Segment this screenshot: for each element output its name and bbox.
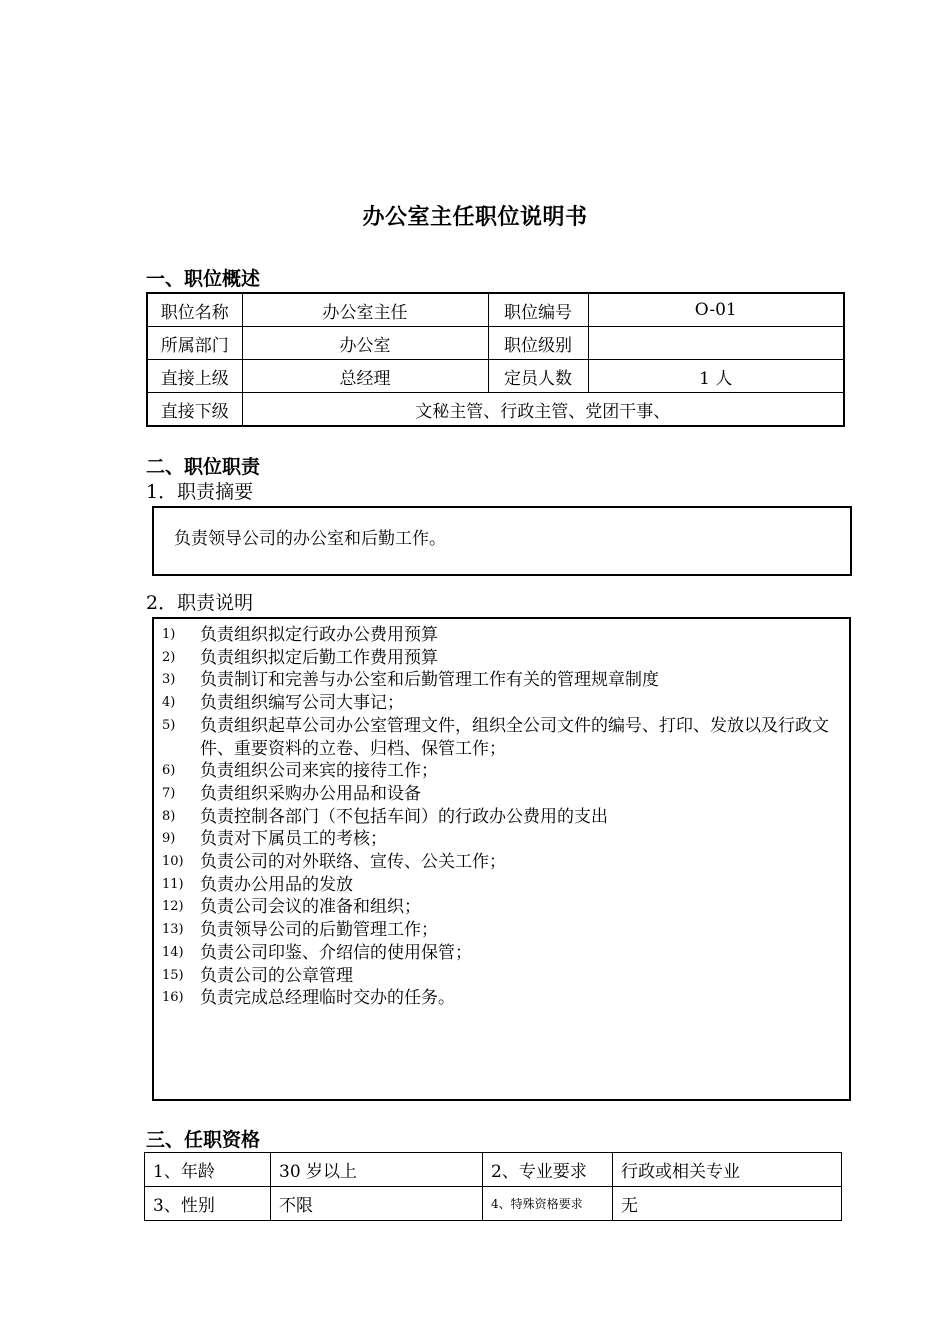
item-number: 16) <box>162 990 184 1006</box>
item-text: 负责办公用品的发放 <box>200 874 353 895</box>
list-item <box>162 760 841 783</box>
duties-list <box>162 624 841 1010</box>
label-cell: 职位级别 <box>488 327 588 360</box>
label-cell: 直接上级 <box>147 360 242 393</box>
qualifications-table <box>144 1152 842 1221</box>
list-item <box>162 851 841 874</box>
label-cell: 2、专业要求 <box>483 1153 613 1187</box>
item-text: 负责组织公司来宾的接待工作； <box>200 761 438 782</box>
item-number: 4) <box>162 695 176 711</box>
item-number: 2) <box>162 649 176 665</box>
list-item <box>162 987 841 1010</box>
item-text: 负责组织拟定行政办公费用预算 <box>200 625 438 645</box>
label-cell: 所属部门 <box>147 327 242 360</box>
value-cell: 无 <box>613 1187 842 1221</box>
item-number: 13) <box>162 922 184 938</box>
list-item <box>162 647 841 670</box>
list-item <box>162 806 841 829</box>
value-cell: 文秘主管、行政主管、党团干事、 <box>242 393 844 427</box>
item-text: 负责公司的公章管理 <box>200 965 353 986</box>
item-text: 负责组织编写公司大事记； <box>200 693 404 714</box>
item-number: 14) <box>162 944 184 960</box>
item-text: 负责公司会议的准备和组织； <box>200 897 421 918</box>
label-cell: 直接下级 <box>147 393 242 427</box>
item-number: 15) <box>162 967 184 983</box>
item-text: 负责组织采购办公用品和设备 <box>200 783 421 804</box>
value-cell: O-01 <box>588 293 844 327</box>
item-number: 8) <box>162 808 176 824</box>
item-text: 负责公司印鉴、介绍信的使用保管； <box>200 942 472 963</box>
item-text: 负责组织拟定后勤工作费用预算 <box>200 647 438 668</box>
item-number: 9) <box>162 831 176 847</box>
value-cell: 行政或相关专业 <box>613 1153 842 1187</box>
value-cell: 30 岁以上 <box>271 1153 483 1187</box>
summary-text: 负责领导公司的办公室和后勤工作。 <box>174 529 446 549</box>
list-item <box>162 896 841 919</box>
list-item <box>162 942 841 965</box>
list-item <box>162 715 841 760</box>
section-heading-duties: 二、职位职责 <box>146 456 261 478</box>
value-cell: 办公室主任 <box>242 293 488 327</box>
item-text: 负责控制各部门（不包括车间）的行政办公费用的支出 <box>200 806 608 827</box>
item-text: 负责公司的对外联络、宣传、公关工作； <box>200 852 506 873</box>
item-number: 7) <box>162 785 176 801</box>
item-number: 6) <box>162 763 176 779</box>
table-row <box>147 293 844 327</box>
label-cell: 3、性别 <box>145 1187 271 1221</box>
table-row <box>145 1153 842 1187</box>
item-text: 负责对下属员工的考核； <box>200 829 387 850</box>
duties-label: 2．职责说明 <box>146 592 254 614</box>
label-cell: 4、特殊资格要求 <box>483 1187 613 1221</box>
item-text: 负责制订和完善与办公室和后勤管理工作有关的管理规章制度 <box>200 670 659 691</box>
item-text: 负责组织起草公司办公室管理文件，组织全公司文件的编号、打印、发放以及行政文件、重要资料的立卷、归档、保管工作； <box>200 715 829 759</box>
item-number: 11) <box>162 876 184 892</box>
table-row <box>147 393 844 427</box>
label-cell: 1、年龄 <box>145 1153 271 1187</box>
document-title: 办公室主任职位说明书 <box>362 205 588 230</box>
item-number: 1) <box>162 627 176 642</box>
list-item <box>162 874 841 897</box>
section-heading-overview: 一、职位概述 <box>146 268 261 290</box>
section-heading-qualifications: 三、任职资格 <box>146 1129 261 1151</box>
item-number: 3) <box>162 672 176 688</box>
value-cell: 总经理 <box>242 360 488 393</box>
label-cell: 定员人数 <box>488 360 588 393</box>
value-cell <box>588 327 844 360</box>
value-cell: 办公室 <box>242 327 488 360</box>
item-number: 10) <box>162 854 184 870</box>
value-cell: 不限 <box>271 1187 483 1221</box>
list-item <box>162 624 841 647</box>
list-item <box>162 919 841 942</box>
item-number: 5) <box>162 717 176 733</box>
item-number: 12) <box>162 899 184 915</box>
position-overview-table <box>146 292 845 427</box>
item-text: 负责领导公司的后勤管理工作； <box>200 920 438 941</box>
value-cell: 1 人 <box>588 360 844 393</box>
list-item <box>162 783 841 806</box>
label-cell: 职位名称 <box>147 293 242 327</box>
list-item <box>162 965 841 988</box>
summary-label: 1．职责摘要 <box>146 481 254 503</box>
summary-box <box>152 506 852 576</box>
item-text: 负责完成总经理临时交办的任务。 <box>200 988 455 1009</box>
label-cell: 职位编号 <box>488 293 588 327</box>
duties-box <box>152 617 851 1101</box>
list-item <box>162 828 841 851</box>
list-item <box>162 692 841 715</box>
table-row <box>145 1187 842 1221</box>
table-row <box>147 360 844 393</box>
table-row <box>147 327 844 360</box>
list-item <box>162 669 841 692</box>
